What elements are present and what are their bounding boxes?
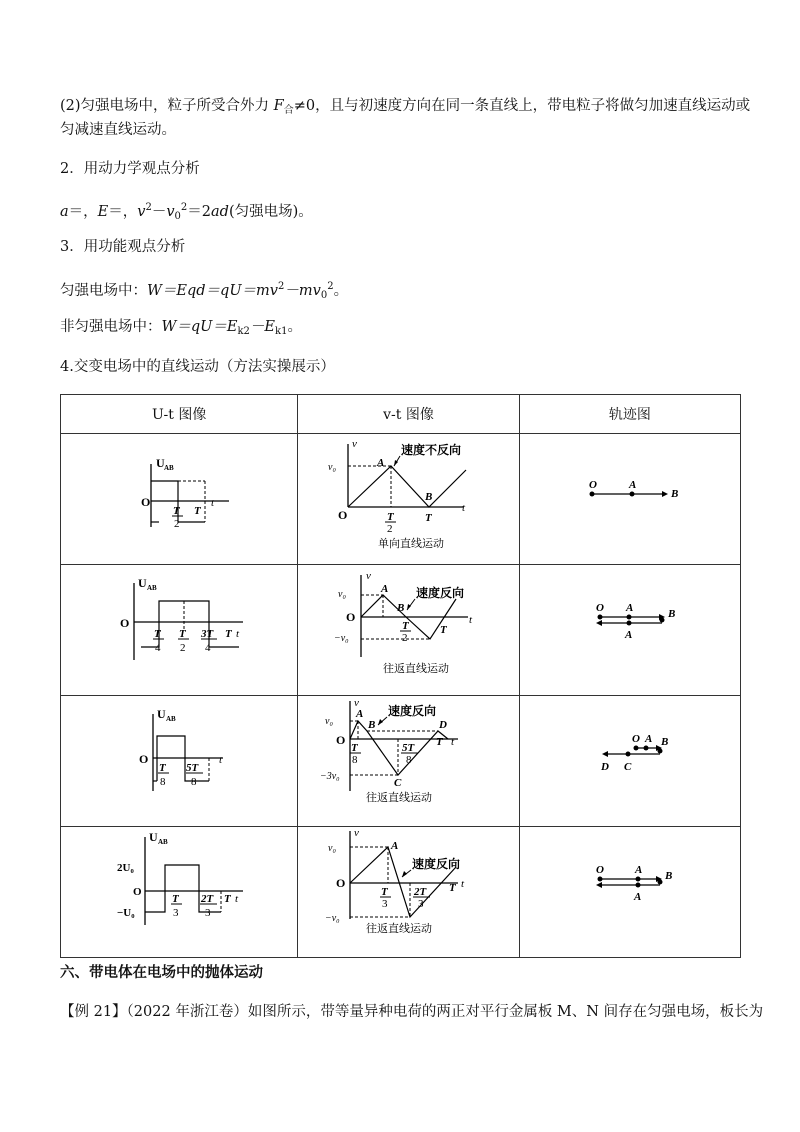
trajectory-cell xyxy=(519,696,740,827)
svg-text:O: O xyxy=(588,479,597,491)
svg-text:T: T xyxy=(179,628,186,640)
svg-text:T: T xyxy=(225,628,232,640)
svg-text:2T: 2T xyxy=(201,893,214,905)
svg-text:速度不反向: 速度不反向 xyxy=(401,443,462,457)
svg-text:t: t xyxy=(469,614,473,626)
vt-graph-cell xyxy=(298,434,519,565)
svg-text:T: T xyxy=(351,742,359,754)
col-header-trajectory: 轨迹图 xyxy=(519,395,740,434)
svg-text:O: O xyxy=(595,864,604,876)
svg-text:8: 8 xyxy=(191,776,197,788)
svg-text:O: O xyxy=(139,752,149,766)
svg-text:C: C xyxy=(623,761,632,773)
svg-text:2U₀: 2U₀ xyxy=(117,862,134,874)
svg-text:A: A xyxy=(634,864,643,876)
svg-text:T: T xyxy=(436,736,444,748)
svg-text:D: D xyxy=(600,761,609,773)
svg-text:D: D xyxy=(439,719,448,731)
svg-text:速度反向: 速度反向 xyxy=(416,586,465,600)
table-row xyxy=(61,827,741,958)
trajectory-graph xyxy=(520,565,740,691)
svg-text:C: C xyxy=(394,777,402,789)
table-row xyxy=(61,696,741,827)
svg-text:t: t xyxy=(236,628,240,640)
vt-graph xyxy=(298,565,518,691)
svg-text:A: A xyxy=(644,733,653,745)
ut-graph xyxy=(61,565,297,691)
svg-text:U: U xyxy=(138,576,147,590)
section-4-heading: 4.交变电场中的直线运动（方法实操展示） xyxy=(60,359,335,375)
svg-text:3: 3 xyxy=(173,907,179,919)
ut-graph-cell xyxy=(61,827,298,958)
svg-text:O: O xyxy=(631,733,640,745)
svg-text:v: v xyxy=(354,697,360,709)
svg-text:3: 3 xyxy=(418,898,424,910)
svg-text:t: t xyxy=(211,497,215,509)
svg-text:往返直线运动: 往返直线运动 xyxy=(366,792,433,804)
energy-nonuniform: 非匀强电场中：$W=qU=E_{k2}-E_{k1}$。 xyxy=(60,319,302,337)
svg-text:−U₀: −U₀ xyxy=(117,907,135,919)
svg-text:A: A xyxy=(628,479,637,491)
vt-graph xyxy=(298,434,518,560)
col-header-vt: v-t 图像 xyxy=(298,395,519,434)
svg-text:T: T xyxy=(159,762,166,774)
table-row xyxy=(61,434,741,565)
svg-text:U: U xyxy=(156,456,165,470)
svg-text:B: B xyxy=(667,608,676,620)
svg-text:AB: AB xyxy=(166,715,176,723)
svg-text:T: T xyxy=(387,511,395,523)
svg-text:AB: AB xyxy=(158,838,168,846)
svg-text:T: T xyxy=(172,893,179,905)
svg-text:4: 4 xyxy=(205,642,211,654)
svg-text:5T: 5T xyxy=(402,742,415,754)
svg-text:AB: AB xyxy=(147,584,157,592)
svg-text:5T: 5T xyxy=(186,762,199,774)
svg-text:v: v xyxy=(352,438,358,450)
svg-text:t: t xyxy=(235,893,239,905)
svg-text:T: T xyxy=(173,505,180,517)
svg-text:−v₀: −v₀ xyxy=(334,633,350,644)
svg-text:T: T xyxy=(381,886,389,898)
svg-text:8: 8 xyxy=(160,776,166,788)
svg-text:A: A xyxy=(377,457,385,469)
svg-text:T: T xyxy=(425,512,433,524)
trajectory-cell xyxy=(519,565,740,696)
vt-graph-cell xyxy=(298,827,519,958)
svg-text:O: O xyxy=(346,610,356,624)
svg-text:v₀: v₀ xyxy=(338,589,347,600)
svg-text:T: T xyxy=(402,620,410,632)
ut-graph xyxy=(61,696,297,822)
svg-text:v₀: v₀ xyxy=(325,716,334,727)
svg-text:8: 8 xyxy=(406,754,412,766)
svg-text:AB: AB xyxy=(164,464,174,472)
svg-text:往返直线运动: 往返直线运动 xyxy=(383,663,450,675)
svg-text:3: 3 xyxy=(382,898,388,910)
svg-text:2: 2 xyxy=(387,523,393,535)
ut-graph xyxy=(61,434,297,560)
svg-text:v: v xyxy=(366,570,372,582)
table-header-row xyxy=(61,395,741,434)
svg-text:B: B xyxy=(368,719,376,731)
svg-text:2: 2 xyxy=(402,632,408,644)
svg-text:速度反向: 速度反向 xyxy=(388,704,437,718)
motion-table xyxy=(60,394,741,958)
svg-text:B: B xyxy=(664,870,673,882)
trajectory-graph xyxy=(520,434,740,560)
svg-text:速度反向: 速度反向 xyxy=(412,857,461,871)
svg-text:B: B xyxy=(660,736,669,748)
svg-text:O: O xyxy=(595,602,604,614)
svg-text:T: T xyxy=(440,624,448,636)
ut-graph-cell xyxy=(61,565,298,696)
ut-graph-cell xyxy=(61,434,298,565)
svg-text:O: O xyxy=(336,876,346,890)
svg-text:B: B xyxy=(425,491,433,503)
svg-text:3T: 3T xyxy=(201,628,214,640)
trajectory-cell xyxy=(519,827,740,958)
svg-text:O: O xyxy=(336,733,346,747)
paragraph-uniform-field: (2)匀强电场中，粒子所受合外力 $F_合\ne 0$，且与初速度方向在同一条直线上，带电粒子将做匀加速直线运动或 xyxy=(60,98,751,116)
section-2-heading: 2．用动力学观点分析 xyxy=(60,161,200,177)
section-3-heading: 3．用功能观点分析 xyxy=(60,239,186,255)
svg-text:T: T xyxy=(224,893,231,905)
svg-text:8: 8 xyxy=(352,754,358,766)
vt-graph-cell xyxy=(298,565,519,696)
svg-text:O: O xyxy=(120,616,130,630)
svg-text:A: A xyxy=(625,602,634,614)
svg-text:O: O xyxy=(141,495,151,509)
svg-text:B: B xyxy=(397,602,405,614)
ut-graph xyxy=(61,827,297,953)
trajectory-graph xyxy=(520,696,740,822)
svg-text:A: A xyxy=(633,891,642,903)
svg-text:B: B xyxy=(670,488,679,500)
svg-text:4: 4 xyxy=(155,642,161,654)
trajectory-graph xyxy=(520,827,740,953)
col-header-ut: U-t 图像 xyxy=(61,395,298,434)
svg-text:3: 3 xyxy=(205,907,211,919)
svg-text:往返直线运动: 往返直线运动 xyxy=(366,923,433,935)
svg-text:O: O xyxy=(133,886,142,898)
svg-text:v₀: v₀ xyxy=(328,843,337,854)
svg-text:−3v₀: −3v₀ xyxy=(320,771,341,782)
svg-text:t: t xyxy=(461,878,465,890)
svg-text:T: T xyxy=(449,882,457,894)
svg-text:A: A xyxy=(381,583,389,595)
svg-text:T: T xyxy=(194,505,201,517)
svg-text:U: U xyxy=(157,707,166,721)
svg-text:O: O xyxy=(338,508,348,522)
svg-text:t: t xyxy=(462,502,466,514)
svg-text:T: T xyxy=(154,628,161,640)
vt-graph xyxy=(298,827,518,953)
section-6-heading: 六、带电体在电场中的抛体运动 xyxy=(60,965,263,981)
svg-text:t: t xyxy=(451,736,455,748)
svg-text:A: A xyxy=(624,629,633,641)
example-21-text: 【例 21】（2022 年浙江卷）如图所示，带等量异种电荷的两正对平行金属板 M、N 间存在匀强电场，板长为 xyxy=(60,1004,764,1020)
svg-text:−v₀: −v₀ xyxy=(325,913,341,924)
svg-text:2T: 2T xyxy=(414,886,427,898)
svg-text:单向直线运动: 单向直线运动 xyxy=(378,538,445,550)
ut-graph-cell xyxy=(61,696,298,827)
paragraph-uniform-field-cont: 匀减速直线运动。 xyxy=(60,122,176,138)
kinematics-formula: a＝，E＝，$v^2-v_0^2=2ad$(匀强电场)。 xyxy=(60,202,313,222)
svg-text:A: A xyxy=(391,840,399,852)
vt-graph xyxy=(298,696,518,822)
trajectory-cell xyxy=(519,434,740,565)
svg-text:v₀: v₀ xyxy=(328,462,337,473)
table-row xyxy=(61,565,741,696)
energy-uniform: 匀强电场中：$W=Eqd=qU=mv^2-mv_0^2$。 xyxy=(60,281,349,301)
svg-text:t: t xyxy=(219,754,223,766)
svg-text:v: v xyxy=(354,827,360,839)
svg-text:2: 2 xyxy=(180,642,186,654)
svg-text:U: U xyxy=(149,830,158,844)
vt-graph-cell xyxy=(298,696,519,827)
svg-text:A: A xyxy=(356,708,364,720)
svg-text:2: 2 xyxy=(174,518,180,530)
